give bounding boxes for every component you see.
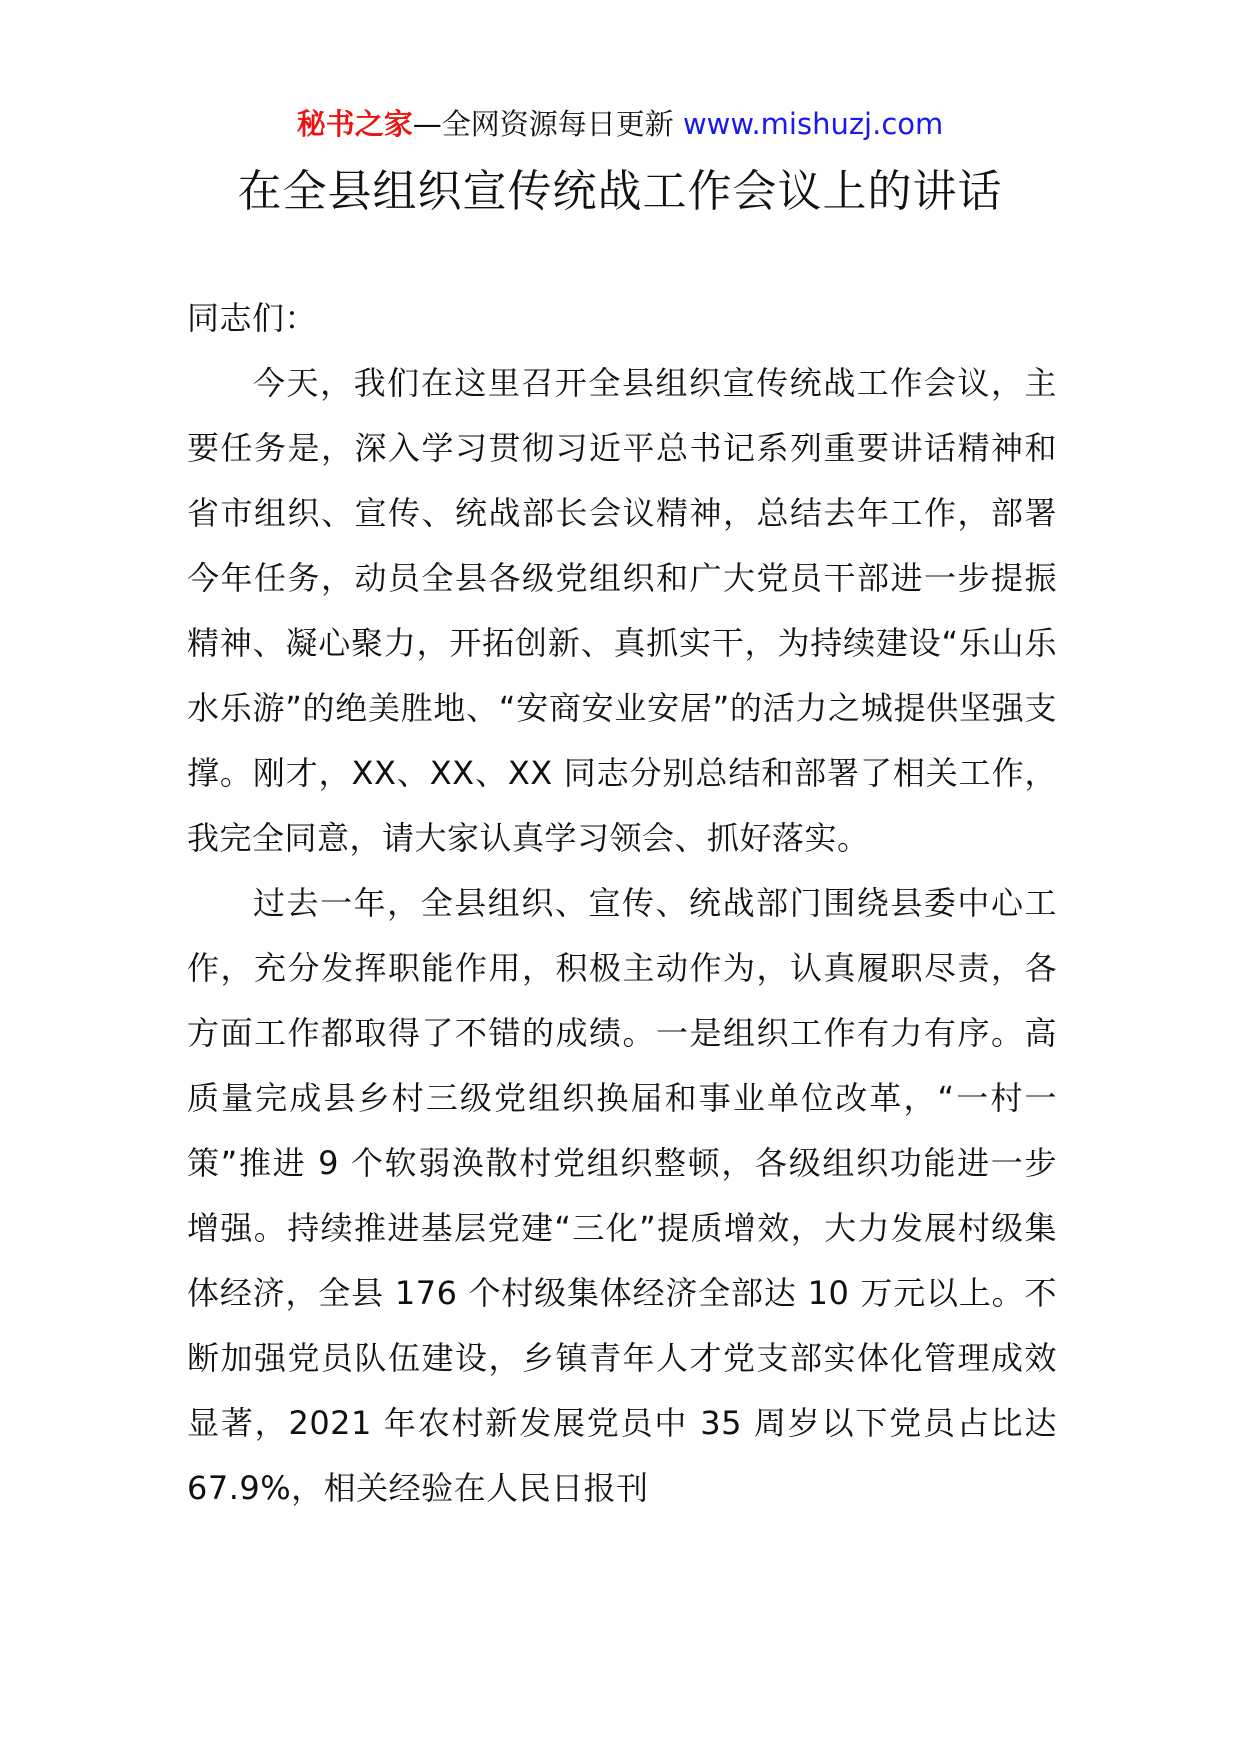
salutation: 同志们： [187,299,318,337]
site-header [0,104,1240,144]
document-title: 在全县组织宣传统战工作会议上的讲话 [237,166,1003,217]
document-body [187,286,1057,1521]
site-url-link[interactable]: www.mishuzj.com [682,107,944,141]
paragraph: 今天，我们在这里召开全县组织宣传统战工作会议，主要任务是，深入学习贯彻习近平总书记系列重要讲话精神和省市组织、宣传、统战部长会议精神，总结去年工作，部署今年任务，动员全县各级党组织和广大党员干部进一步提振精神、凝心聚力，开拓创新、真抓实干，为持续建设“乐山乐水乐游”的绝美胜地、“安商安业安居”的活力之城提供坚强支撑。刚才，XX、XX、XX 同志分别总结和部署了相关工作，我完全同意，请大家认真学习领会、抓好落实。 [187,364,1057,857]
paragraph: 过去一年，全县组织、宣传、统战部门围绕县委中心工作，充分发挥职能作用，积极主动作为，认真履职尽责，各方面工作都取得了不错的成绩。一是组织工作有力有序。高质量完成县乡村三级党组织换届和事业单位改革，“一村一策”推进 9 个软弱涣散村党组织整顿，各级组织功能进一步增强。持续推进基层党建“三化”提质增效，大力发展村级集体经济，全县 176 个村级集体经济全部达 10 万元以上。不断加强党员队伍建设，乡镇青年人才党支部实体化管理成效显著，2021 年农村新发展党员中 35 周岁以下党员占比达 67.9%，相关经验在人民日报刊 [187,884,1057,1507]
site-tagline: —全网资源每日更新 [412,107,674,141]
site-brand: 秘书之家 [296,107,413,141]
